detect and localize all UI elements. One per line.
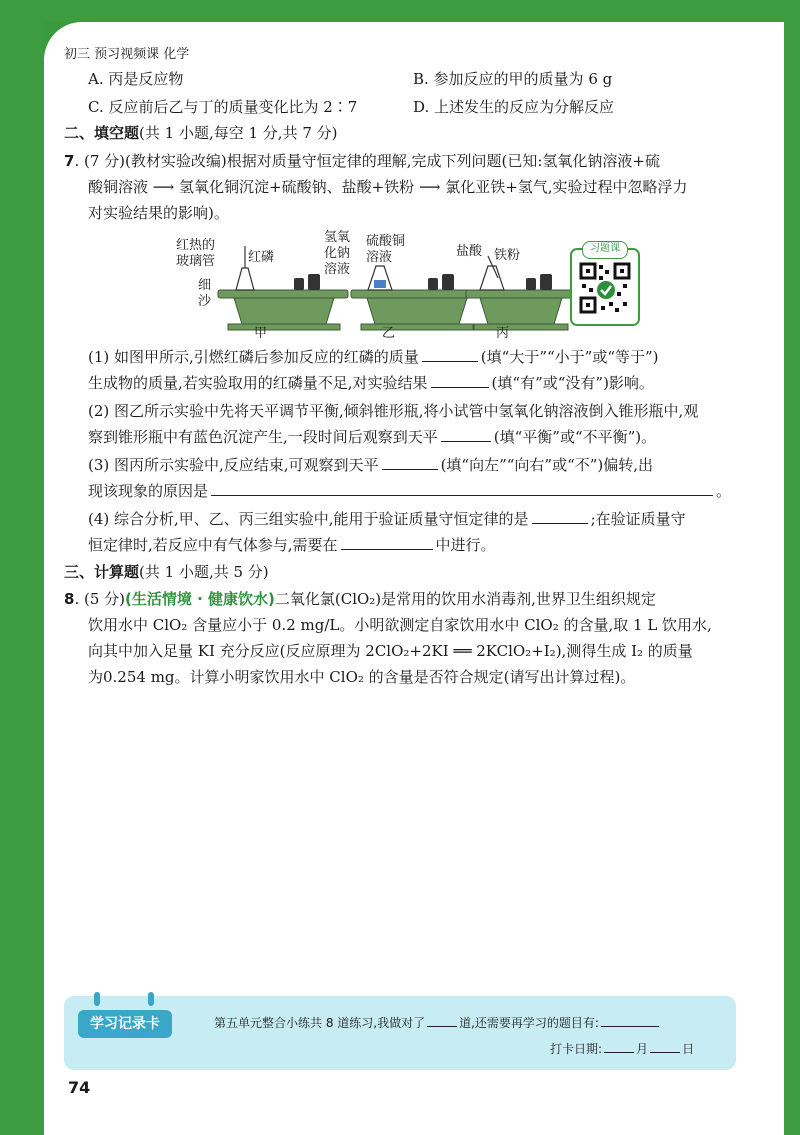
answer-blank-2[interactable] bbox=[431, 373, 489, 388]
answer-blank-7[interactable] bbox=[341, 535, 433, 550]
balance-beam-bing bbox=[466, 290, 574, 298]
weight-bing-1 bbox=[526, 278, 536, 290]
label-naoh-3: 溶液 bbox=[324, 262, 351, 277]
q7-p3-text-a: (3) 图丙所示实验中,反应结束,可观察到天平 bbox=[88, 456, 379, 474]
label-cuso4-1: 硫酸铜 bbox=[366, 234, 406, 249]
balance-base-bing bbox=[480, 298, 562, 324]
record-line2 bbox=[550, 1040, 694, 1057]
q7-p4-line2 bbox=[88, 534, 496, 556]
record-month-label: 月 bbox=[636, 1042, 649, 1056]
label-red-phosphorus: 红磷 bbox=[248, 250, 275, 265]
q7-p4-text-a: (4) 综合分析,甲、乙、丙三组实验中,能用于验证质量守恒定律的是 bbox=[88, 510, 529, 528]
q7-p1-text-b: (填“大于”“小于”或“等于”) bbox=[480, 348, 659, 366]
check-circle-icon bbox=[597, 281, 615, 299]
q8-line2: 饮用水中 ClO₂ 含量应小于 0.2 mg/L。小明欲测定自家饮用水中 ClO₂ 的含量,取 1 L 饮用水, bbox=[88, 616, 712, 634]
q7-p3-text-b: (填“向左”“向右”或“不”)偏转,出 bbox=[440, 456, 654, 474]
record-text-b: 道,还需要再学习的题目有: bbox=[459, 1016, 599, 1030]
q8-number: 8 bbox=[64, 590, 75, 608]
record-tab-label: 学习记录卡 bbox=[78, 1010, 172, 1038]
q8-score: . (5 分) bbox=[74, 590, 125, 608]
card-pin-right bbox=[148, 992, 154, 1006]
balance-foot-jia bbox=[228, 324, 340, 330]
q8-context-tag: (生活情境 · 健康饮水) bbox=[125, 590, 275, 608]
weight-jia-2 bbox=[308, 274, 320, 290]
record-text-a: 第五单元整合小练共 8 道练习,我做对了 bbox=[214, 1016, 426, 1030]
qr-code-card[interactable] bbox=[570, 243, 640, 326]
caption-jia: 甲 bbox=[254, 326, 268, 341]
caption-bing: 丙 bbox=[496, 326, 510, 341]
qr-tag-label: 习题课 bbox=[582, 241, 628, 259]
q7-p2-line2 bbox=[88, 426, 656, 448]
section-3-title: 三、计算题 bbox=[64, 563, 140, 581]
green-border-top bbox=[0, 0, 800, 22]
record-day-label: 日 bbox=[682, 1042, 695, 1056]
q7-p4-text-c: 恒定律时,若反应中有气体参与,需要在 bbox=[88, 536, 338, 554]
weight-bing-2 bbox=[540, 274, 552, 290]
label-glass-tube: 玻璃管 bbox=[176, 254, 216, 269]
balance-base-jia bbox=[234, 298, 334, 324]
card-pin-left bbox=[94, 992, 100, 1006]
header-title: 初三 预习视频课 化学 bbox=[64, 47, 190, 62]
section-3-heading bbox=[64, 561, 269, 583]
q7-p1-text-a: (1) 如图甲所示,引燃红磷后参加反应的红磷的质量 bbox=[88, 348, 419, 366]
option-d: D. 上述发生的反应为分解反应 bbox=[413, 98, 615, 116]
q7-p1-line1 bbox=[88, 346, 659, 368]
q7-score: . (7 分)(教材实验改编) bbox=[74, 152, 227, 170]
flask-bing bbox=[480, 266, 504, 290]
weight-yi-2 bbox=[442, 274, 454, 290]
label-iron-powder: 铁粉 bbox=[494, 248, 521, 263]
balance-beam-jia bbox=[218, 290, 348, 298]
label-sand: 沙 bbox=[198, 294, 212, 309]
q7-p3-text-d: 。 bbox=[716, 482, 732, 500]
answer-blank-5[interactable] bbox=[211, 481, 713, 496]
record-line1 bbox=[214, 1014, 659, 1031]
label-cuso4-2: 溶液 bbox=[366, 250, 393, 265]
option-a: A. 丙是反应物 bbox=[88, 70, 184, 88]
weight-jia-1 bbox=[294, 278, 304, 290]
q7-p2-line1: (2) 图乙所示实验中先将天平调节平衡,倾斜锥形瓶,将小试管中氢氧化钠溶液倒入锥形瓶中,观 bbox=[88, 402, 699, 420]
day-blank[interactable] bbox=[650, 1040, 680, 1053]
balance-foot-bing bbox=[474, 324, 568, 330]
q7-line1-text: 根据对质量守恒定律的理解,完成下列问题(已知:氢氧化钠溶液+硫 bbox=[226, 152, 660, 170]
q7-p4-text-d: 中进行。 bbox=[435, 536, 496, 554]
q7-p2-text-c: (填“平衡”或“不平衡”)。 bbox=[493, 428, 657, 446]
section-2-title: 二、填空题 bbox=[64, 124, 140, 142]
label-naoh-2: 化钠 bbox=[324, 246, 351, 261]
q8-line3: 向其中加入足量 KI 充分反应(反应原理为 2ClO₂+2KI ══ 2KClO₂+I₂),测得生成 I₂ 的质量 bbox=[88, 642, 693, 660]
q7-p1-text-c: 生成物的质量,若实验取用的红磷量不足,对实验结果 bbox=[88, 374, 428, 392]
label-hcl: 盐酸 bbox=[456, 244, 483, 259]
study-record-card bbox=[64, 996, 736, 1070]
blue-solution bbox=[374, 280, 386, 288]
answer-blank-6[interactable] bbox=[532, 509, 588, 524]
answer-blank-1[interactable] bbox=[422, 347, 478, 362]
month-blank[interactable] bbox=[604, 1040, 634, 1053]
section-2-info: (共 1 小题,每空 1 分,共 7 分) bbox=[139, 124, 338, 142]
balance-foot-yi bbox=[361, 324, 473, 330]
q7-line2: 酸铜溶液 ⟶ 氢氧化铜沉淀+硫酸钠、盐酸+铁粉 ⟶ 氯化亚铁+氢气,实验过程中忽略浮力 bbox=[88, 178, 688, 196]
page-number: 74 bbox=[68, 1078, 91, 1097]
section-3-info: (共 1 小题,共 5 分) bbox=[139, 563, 269, 581]
q7-p3-line2 bbox=[88, 480, 731, 502]
answer-blank-4[interactable] bbox=[382, 455, 438, 470]
flask-jia bbox=[236, 268, 254, 290]
q7-p2-text-b: 察到锥形瓶中有蓝色沉淀产生,一段时间后观察到天平 bbox=[88, 428, 438, 446]
balance-base-yi bbox=[367, 298, 467, 324]
q7-p4-line1 bbox=[88, 508, 686, 530]
qr-code-icon bbox=[579, 262, 631, 314]
balance-beam-yi bbox=[351, 290, 481, 298]
label-naoh-1: 氢氧 bbox=[324, 230, 351, 245]
q8-line1 bbox=[64, 588, 656, 610]
section-2-heading bbox=[64, 122, 338, 144]
q7-line3: 对实验结果的影响)。 bbox=[88, 204, 229, 222]
q7-p3-line1 bbox=[88, 454, 653, 476]
caption-yi: 乙 bbox=[382, 326, 396, 341]
q8-line1-text: 二氧化氯(ClO₂)是常用的饮用水消毒剂,世界卫生组织规定 bbox=[274, 590, 656, 608]
green-border-left bbox=[0, 0, 44, 1135]
q7-p1-line2 bbox=[88, 372, 654, 394]
review-questions-blank[interactable] bbox=[601, 1014, 659, 1027]
record-date-label: 打卡日期: bbox=[550, 1042, 603, 1056]
option-c: C. 反应前后乙与丁的质量变化比为 2∶7 bbox=[88, 98, 358, 116]
q7-p1-text-d: (填“有”或“没有”)影响。 bbox=[491, 374, 654, 392]
q7-p3-text-c: 现该现象的原因是 bbox=[88, 482, 209, 500]
q7-p4-text-b: ;在验证质量守 bbox=[590, 510, 686, 528]
answer-blank-3[interactable] bbox=[441, 427, 491, 442]
q7-number: 7 bbox=[64, 152, 75, 170]
q7-line1 bbox=[64, 150, 660, 172]
correct-count-blank[interactable] bbox=[427, 1014, 457, 1027]
option-b: B. 参加反应的甲的质量为 6 g bbox=[413, 70, 613, 88]
green-border-right bbox=[784, 0, 800, 1135]
q8-line4: 为0.254 mg。计算小明家饮用水中 ClO₂ 的含量是否符合规定(请写出计算过程)。 bbox=[88, 668, 636, 686]
label-red-hot: 红热的 bbox=[176, 238, 216, 253]
label-fine: 细 bbox=[198, 278, 212, 293]
weight-yi-1 bbox=[428, 278, 438, 290]
